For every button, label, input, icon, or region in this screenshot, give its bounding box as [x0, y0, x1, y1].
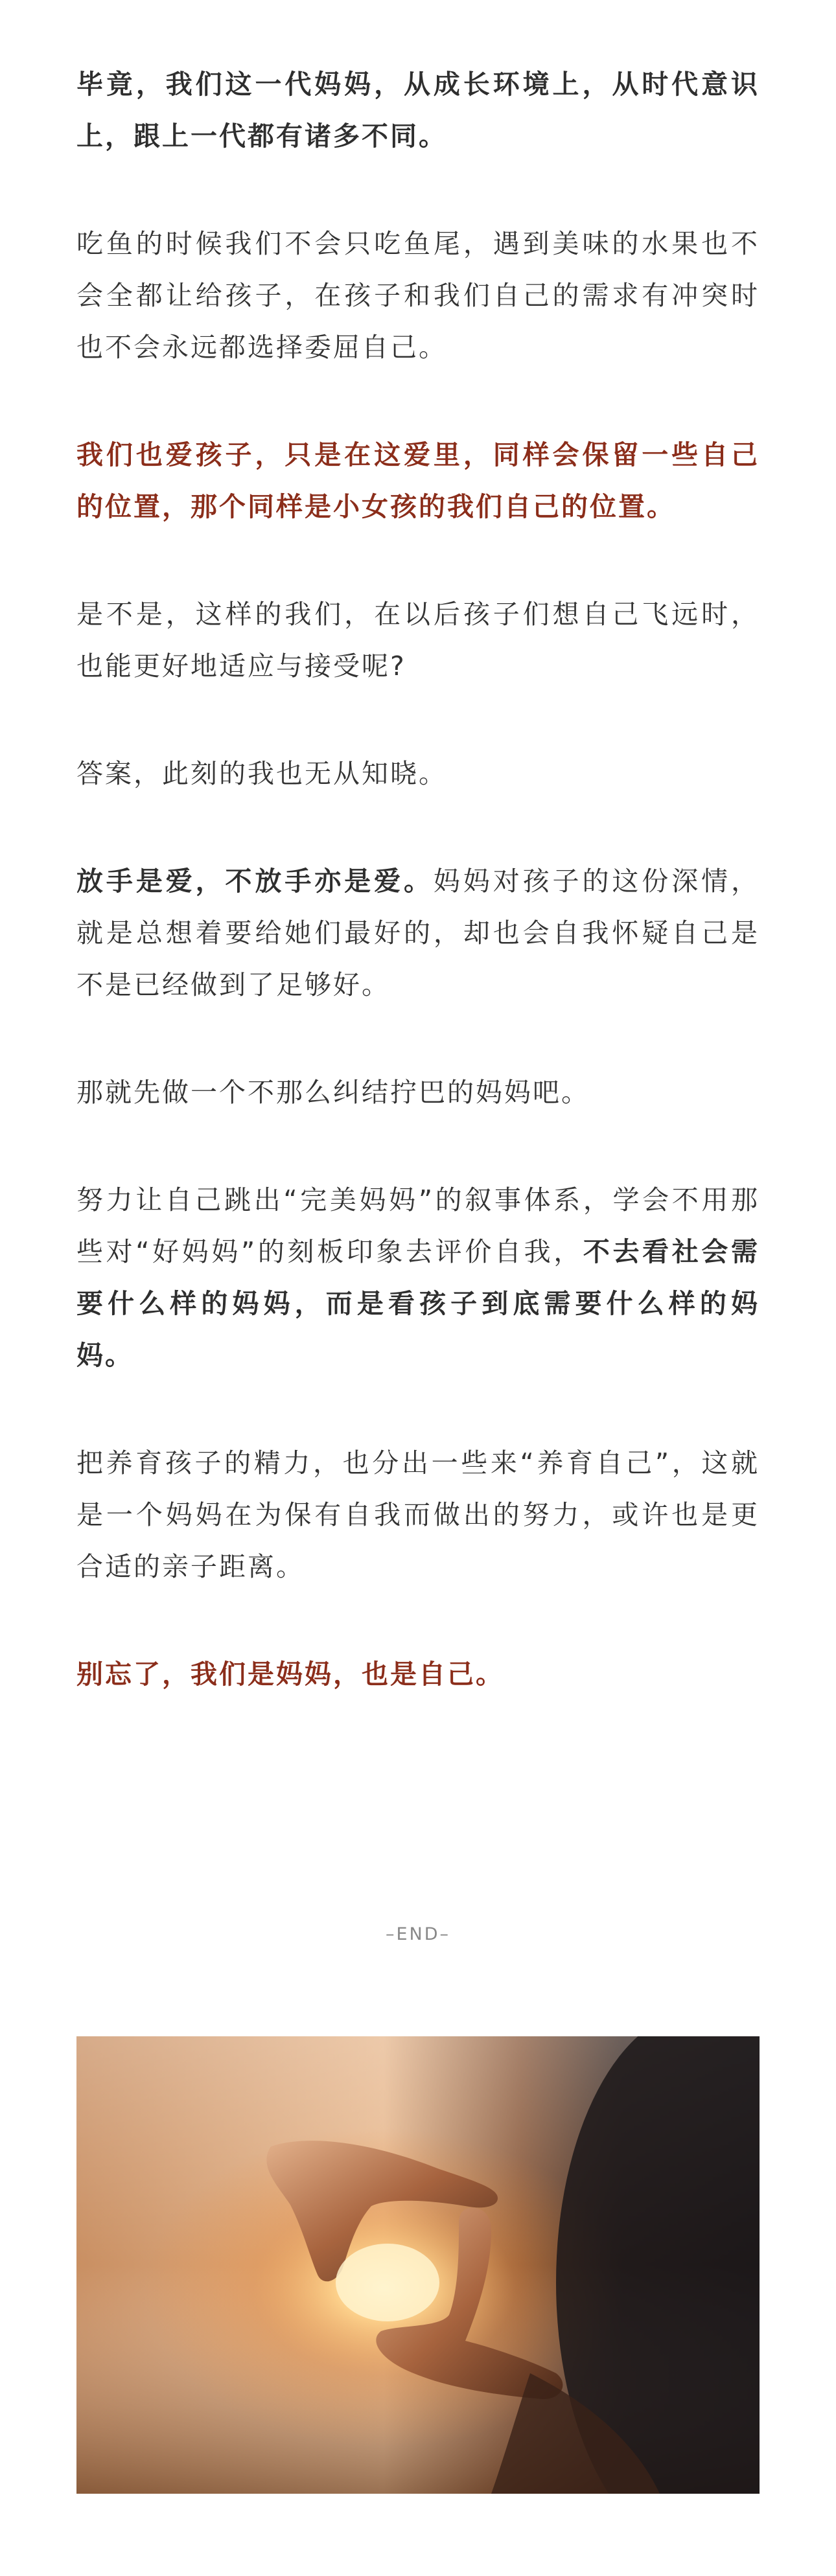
- paragraph-answer: 答案，此刻的我也无从知晓。: [76, 758, 447, 789]
- paragraph-letting-go: [76, 855, 760, 1011]
- paragraph-highlight-own-position: 我们也爱孩子，只是在这爱里，同样会保留一些自己的位置，那个同样是小女孩的我们自己的位置。: [76, 439, 760, 522]
- hands-frame-sunset-photo: [76, 2036, 760, 2494]
- paragraph-fish-and-fruit: 吃鱼的时候我们不会只吃鱼尾，遇到美味的水果也不会全都让给孩子，在孩子和我们自己的需求有冲突时也不会永远都选择委屈自己。: [76, 228, 760, 363]
- end-mark: –END–: [385, 1924, 451, 1944]
- article-body: [76, 58, 760, 1756]
- perfect-mom-normal: 努力让自己跳出“完美妈妈”的叙事体系，学会不用那些对“好妈妈”的刻板印象去评价自我，: [76, 1184, 760, 1267]
- paragraph-perfect-mom: [76, 1174, 760, 1381]
- paragraph-question: 是不是，这样的我们，在以后孩子们想自己飞远时，也能更好地适应与接受呢?: [76, 599, 760, 682]
- letting-go-bold: 放手是爱，不放手亦是爱。: [76, 866, 434, 897]
- paragraph-less-tangled-mom: 那就先做一个不那么纠结拧巴的妈妈吧。: [76, 1077, 590, 1108]
- letting-go-rest: 妈妈对孩子的这份深情，就是总想着要给她们最好的，却也会自我怀疑自己是不是已经做到了足够好。: [76, 866, 760, 1000]
- paragraph-generation-difference: 毕竟，我们这一代妈妈，从成长环境上，从时代意识上，跟上一代都有诸多不同。: [76, 69, 760, 152]
- perfect-mom-bold: 不去看社会需要什么样的妈妈，而是看孩子到底需要什么样的妈妈。: [76, 1236, 760, 1371]
- paragraph-closing-highlight: 别忘了，我们是妈妈，也是自己。: [76, 1659, 504, 1690]
- paragraph-nurture-self: 把养育孩子的精力，也分出一些来“养育自己”，这就是一个妈妈在为保有自我而做出的努力，或许也是更合适的亲子距离。: [76, 1447, 760, 1582]
